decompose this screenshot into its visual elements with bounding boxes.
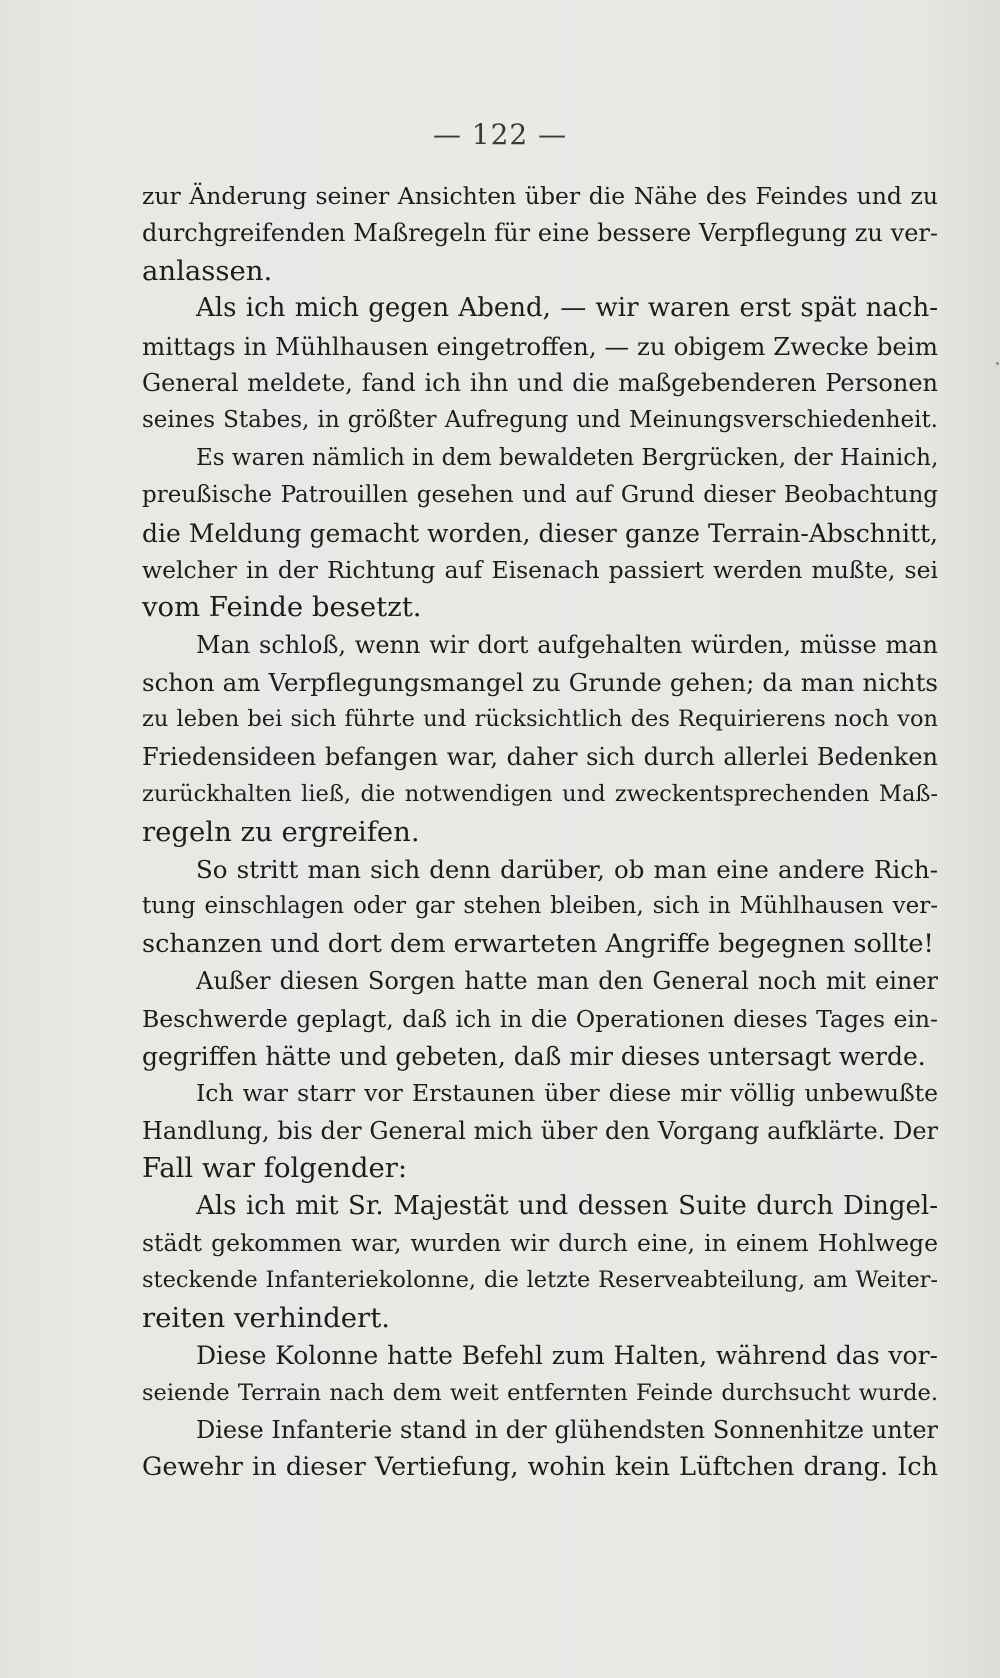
text-line: welcher in der Richtung auf Eisenach passiert werden mußte, sei: [142, 555, 938, 584]
text-line: Diese Kolonne hatte Befehl zum Halten, während das vor-: [196, 1341, 938, 1371]
text-line: preußische Patrouillen gesehen und auf Grund dieser Beobachtung: [142, 482, 938, 509]
text-line: zurückhalten ließ, die notwendigen und zweckentsprechenden Maß-: [142, 781, 938, 808]
text-line: Ich war starr vor Erstaunen über diese mir völlig unbewußte: [196, 1079, 938, 1108]
page-number: — 122 —: [432, 118, 568, 151]
text-line: schanzen und dort dem erwarteten Angriffe begegnen sollte!: [142, 928, 934, 959]
text-line: reiten verhindert.: [142, 1301, 390, 1334]
text-line: städt gekommen war, wurden wir durch eine, in einem Hohlwege: [142, 1228, 938, 1257]
text-line: mittags in Mühlhausen eingetroffen, — zu obigem Zwecke beim: [142, 331, 938, 361]
text-line: durchgreifenden Maßregeln für eine bessere Verpflegung zu ver-: [142, 219, 938, 248]
text-line: Als ich mit Sr. Majestät und dessen Suite durch Dingel-: [196, 1190, 938, 1221]
text-line: regeln zu ergreifen.: [142, 815, 420, 848]
text-line: Beschwerde geplagt, daß ich in die Operationen dieses Tages ein-: [142, 1004, 938, 1033]
text-line: Handlung, bis der General mich über den Vorgang aufklärte. Der: [142, 1116, 938, 1145]
text-line: steckende Infanteriekolonne, die letzte Reserveabteilung, am Weiter-: [142, 1267, 938, 1294]
text-line: die Meldung gemacht worden, dieser ganze Terrain-Abschnitt,: [142, 518, 938, 548]
text-line: Man schloß, wenn wir dort aufgehalten würden, müsse man: [196, 630, 938, 659]
text-line: zu leben bei sich führte und rücksichtlich des Requirierens noch von: [142, 706, 938, 733]
text-line: General meldete, fand ich ihn und die maßgebenderen Personen: [142, 368, 938, 397]
paper-speck: [996, 362, 999, 365]
text-line: seines Stabes, in größter Aufregung und Meinungsverschiedenheit.: [142, 407, 938, 434]
text-line: Friedensideen befangen war, daher sich durch allerlei Bedenken: [142, 742, 938, 771]
text-line: So stritt man sich denn darüber, ob man eine andere Rich-: [196, 855, 938, 885]
text-line: schon am Verpflegungsmangel zu Grunde gehen; da man nichts: [142, 668, 938, 698]
text-line: Es waren nämlich in dem bewaldeten Bergrücken, der Hainich,: [196, 444, 938, 471]
text-line: tung einschlagen oder gar stehen bleiben, sich in Mühlhausen ver-: [142, 893, 938, 920]
text-line: Gewehr in dieser Vertiefung, wohin kein Lüftchen drang. Ich: [142, 1452, 938, 1483]
text-line: vom Feinde besetzt.: [142, 591, 422, 624]
text-line: seiende Terrain nach dem weit entfernten Feinde durchsucht wurde.: [142, 1379, 938, 1406]
text-line: anlassen.: [142, 254, 273, 287]
text-line: Als ich mich gegen Abend, — wir waren erst spät nach-: [196, 293, 938, 324]
text-line: zur Änderung seiner Ansichten über die Nähe des Feindes und zu: [142, 182, 938, 210]
text-line: gegriffen hätte und gebeten, daß mir dieses untersagt werde.: [142, 1041, 926, 1071]
body-text: [142, 178, 938, 1487]
text-line: Fall war folgender:: [142, 1152, 408, 1185]
text-line: Diese Infanterie stand in der glühendsten Sonnenhitze unter: [196, 1415, 938, 1444]
text-line: Außer diesen Sorgen hatte man den General noch mit einer: [196, 967, 938, 996]
